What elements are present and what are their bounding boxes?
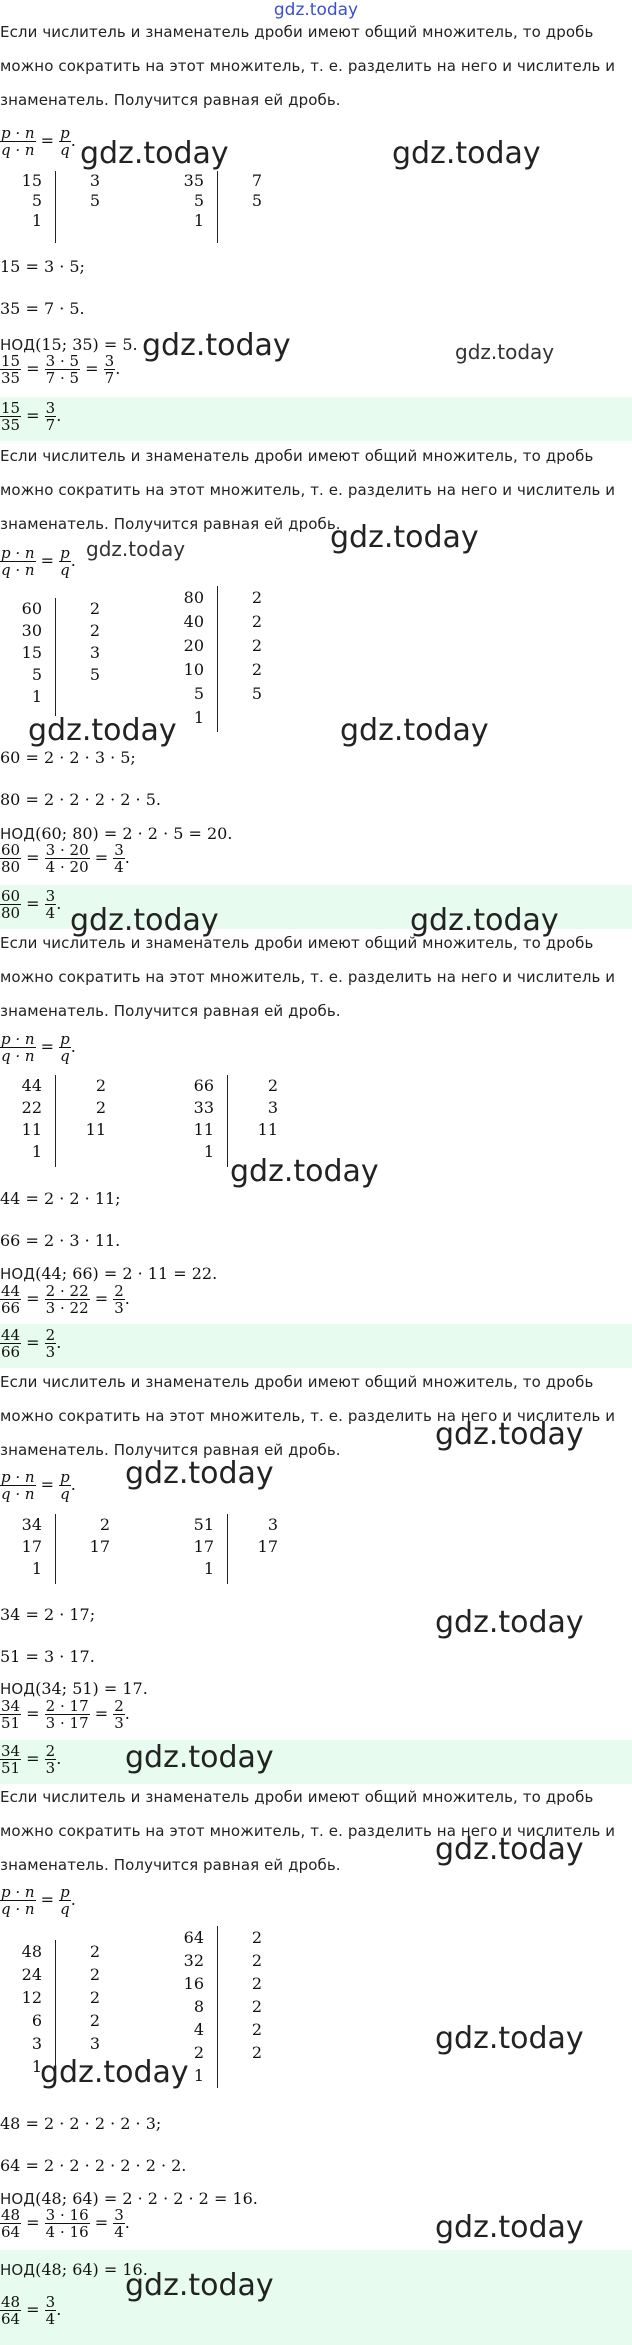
decomposition-b: 80 = 2 · 2 · 2 · 2 · 5. <box>0 790 161 809</box>
watermark: gdz.today <box>28 713 177 748</box>
rule-line-2: можно сократить на этот множитель, т. е. разделить на него и числитель и <box>0 481 616 499</box>
reduction-line: $\frac{60}{80}$ = $\frac{3 \cdot 20}{4 \cdot 20}$ = $\frac{3}{4}$ . <box>1 841 130 876</box>
watermark: gdz.today <box>435 2210 584 2245</box>
reduction-line: $\frac{15}{35}$ = $\frac{3 \cdot 5}{7 \cdot 5}$ = $\frac{3}{7}$ . <box>1 352 121 387</box>
reduction-formula: $\frac{p \cdot n}{q \cdot n}$ = $\frac{p}{q}$ . <box>1 1030 76 1065</box>
watermark: gdz.today <box>125 1740 274 1775</box>
decomposition-a: 44 = 2 · 2 · 11; <box>0 1189 121 1208</box>
rule-line-2: можно сократить на этот множитель, т. е. разделить на него и числитель и <box>0 968 616 986</box>
gcd-line: НОД(44; 66) = 2 · 11 = 22. <box>0 1264 218 1283</box>
decomposition-a: 60 = 2 · 2 · 3 · 5; <box>0 748 136 767</box>
answer-line: $\frac{34}{51}$ = $\frac{2}{3}$ . <box>1 1742 62 1777</box>
reduction-formula: $\frac{p \cdot n}{q \cdot n}$ = $\frac{p}{q}$ . <box>1 1468 76 1503</box>
watermark: gdz.today <box>125 2268 274 2303</box>
decomposition-b: 64 = 2 · 2 · 2 · 2 · 2 · 2. <box>0 2156 187 2175</box>
watermark: gdz.today <box>70 903 219 938</box>
decomposition-b: 51 = 3 · 17. <box>0 1647 95 1666</box>
rule-line-1: Если числитель и знаменатель дроби имеют общий множитель, то дробь <box>0 23 594 41</box>
watermark: gdz.today <box>435 1605 584 1640</box>
watermark: gdz.today <box>230 1154 379 1189</box>
rule-line-3: знаменатель. Получится равная ей дробь. <box>0 1002 341 1020</box>
gcd-line: НОД(15; 35) = 5. <box>0 335 138 354</box>
gcd-answer-line: НОД(48; 64) = 16. <box>0 2260 148 2279</box>
reduction-line: $\frac{48}{64}$ = $\frac{3 \cdot 16}{4 \cdot 16}$ = $\frac{3}{4}$ . <box>1 2206 130 2241</box>
watermark: gdz.today <box>330 520 479 555</box>
watermark: gdz.today <box>455 340 555 364</box>
rule-line-3: знаменатель. Получится равная ей дробь. <box>0 1441 341 1459</box>
decomposition-a: 15 = 3 · 5; <box>0 257 85 276</box>
watermark: gdz.today <box>125 1456 274 1491</box>
answer-line: $\frac{60}{80}$ = $\frac{3}{4}$ . <box>1 887 62 922</box>
answer-line: $\frac{48}{64}$ = $\frac{3}{4}$ . <box>1 2293 62 2328</box>
reduction-line: $\frac{34}{51}$ = $\frac{2 \cdot 17}{3 \cdot 17}$ = $\frac{2}{3}$ . <box>1 1697 130 1732</box>
rule-line-1: Если числитель и знаменатель дроби имеют общий множитель, то дробь <box>0 1373 594 1391</box>
answer-highlight <box>0 397 632 441</box>
reduction-formula: $\frac{p \cdot n}{q \cdot n}$ = $\frac{p}{q}$ . <box>1 544 76 579</box>
rule-line-3: знаменатель. Получится равная ей дробь. <box>0 1856 341 1874</box>
gcd-line: НОД(48; 64) = 2 · 2 · 2 · 2 = 16. <box>0 2189 258 2208</box>
watermark: gdz.today <box>340 713 489 748</box>
decomposition-b: 35 = 7 · 5. <box>0 299 85 318</box>
answer-highlight <box>0 1324 632 1368</box>
decomposition-a: 34 = 2 · 17; <box>0 1605 96 1624</box>
watermark: gdz.today <box>86 537 186 561</box>
answer-line: $\frac{15}{35}$ = $\frac{3}{7}$ . <box>1 399 62 434</box>
rule-line-2: можно сократить на этот множитель, т. е. разделить на него и числитель и <box>0 1407 616 1425</box>
decomposition-b: 66 = 2 · 3 · 11. <box>0 1231 121 1250</box>
answer-highlight <box>0 1740 632 1784</box>
watermark: gdz.today <box>410 903 559 938</box>
rule-line-1: Если числитель и знаменатель дроби имеют общий множитель, то дробь <box>0 934 594 952</box>
gcd-line: НОД(60; 80) = 2 · 2 · 5 = 20. <box>0 824 233 843</box>
reduction-formula: $\frac{p \cdot n}{q \cdot n}$ = $\frac{p}{q}$ . <box>1 124 76 159</box>
watermark: gdz.today <box>80 136 229 171</box>
watermark: gdz.today <box>435 1417 584 1452</box>
rule-line-3: знаменатель. Получится равная ей дробь. <box>0 515 341 533</box>
watermark: gdz.today <box>435 1832 584 1867</box>
watermark: gdz.today <box>435 2021 584 2056</box>
decomposition-a: 48 = 2 · 2 · 2 · 2 · 3; <box>0 2114 162 2133</box>
answer-line: $\frac{44}{66}$ = $\frac{2}{3}$ . <box>1 1326 62 1361</box>
rule-line-3: знаменатель. Получится равная ей дробь. <box>0 91 341 109</box>
gcd-line: НОД(34; 51) = 17. <box>0 1679 148 1698</box>
rule-line-1: Если числитель и знаменатель дроби имеют общий множитель, то дробь <box>0 447 594 465</box>
reduction-line: $\frac{44}{66}$ = $\frac{2 \cdot 22}{3 \cdot 22}$ = $\frac{2}{3}$ . <box>1 1282 130 1317</box>
site-header[interactable]: gdz.today <box>273 0 359 20</box>
reduction-formula: $\frac{p \cdot n}{q \cdot n}$ = $\frac{p}{q}$ . <box>1 1883 76 1918</box>
rule-line-2: можно сократить на этот множитель, т. е. разделить на него и числитель и <box>0 1822 616 1840</box>
watermark: gdz.today <box>392 136 541 171</box>
rule-line-1: Если числитель и знаменатель дроби имеют общий множитель, то дробь <box>0 1788 594 1806</box>
watermark: gdz.today <box>142 328 291 363</box>
watermark: gdz.today <box>40 2055 189 2090</box>
rule-line-2: можно сократить на этот множитель, т. е. разделить на него и числитель и <box>0 57 616 75</box>
